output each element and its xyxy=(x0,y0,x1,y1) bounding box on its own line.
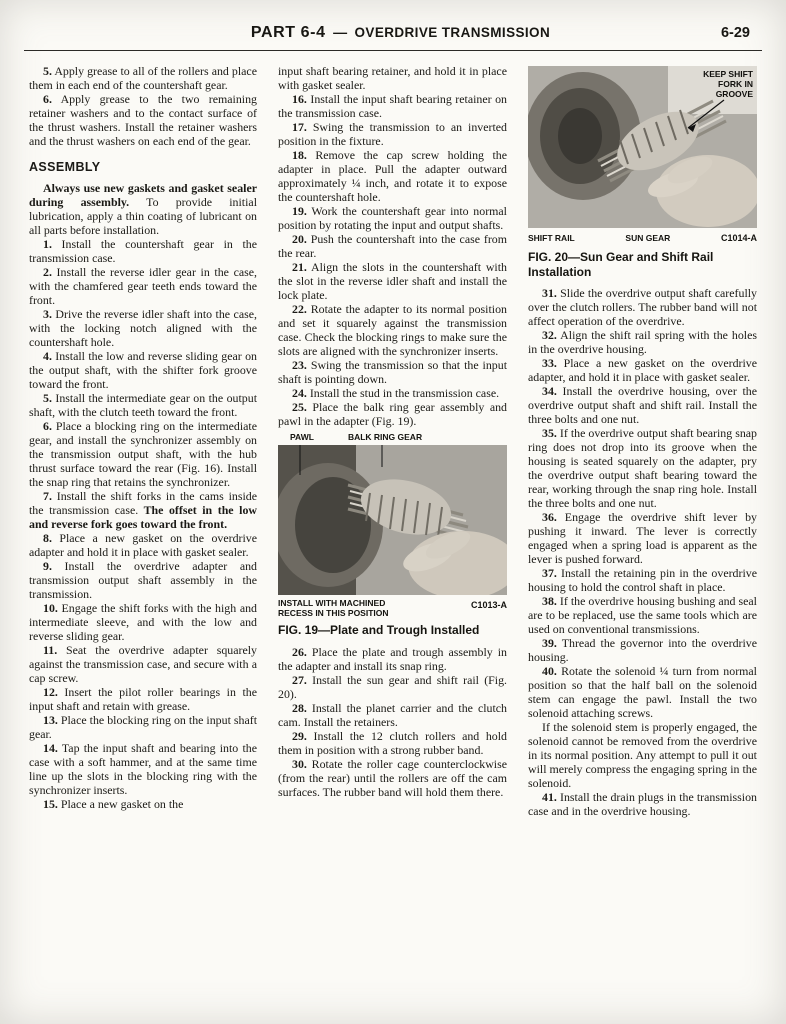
fig19-note-line1: INSTALL WITH MACHINED xyxy=(278,598,386,608)
step-paragraph-32: 32. Align the shift rail spring with the holes in the overdrive housing. xyxy=(528,328,757,356)
column-1 xyxy=(29,64,257,818)
step-paragraph-11: 11. Seat the overdrive adapter squarely against the transmission case, and secure with a cap screw. xyxy=(29,643,257,685)
step-number: 24. xyxy=(292,386,307,400)
step-paragraph-19: 19. Work the countershaft gear into normal position by rotating the input and output shafts. xyxy=(278,204,507,232)
step-paragraph-12: 12. Insert the pilot roller bearings in the input shaft and retain with grease. xyxy=(29,685,257,713)
step-paragraph-9: 9. Install the overdrive adapter and transmission output shaft assembly in the transmission. xyxy=(29,559,257,601)
step-number: 29. xyxy=(292,728,307,743)
step-paragraph-26: 26. Place the plate and trough assembly in the adapter and install its snap ring. xyxy=(278,644,507,673)
part-label: PART 6-4 xyxy=(250,24,326,41)
step-number: 28. xyxy=(292,700,307,715)
assembly-steps-16-25 xyxy=(278,64,507,428)
step-number: 36. xyxy=(542,510,557,524)
step-paragraph-7: 7. Install the shift forks in the cams inside the transmission case. The offset in the low and reverse fork goes toward the front. xyxy=(29,489,257,531)
step-paragraph-33: 33. Place a new gasket on the overdrive adapter, and hold it in place with gasket sealer. xyxy=(528,356,757,384)
step-number: 39. xyxy=(542,636,557,650)
step-bold-note: The offset in the low and reverse fork goes toward the front. xyxy=(29,503,257,531)
step-paragraph-34: 34. Install the overdrive housing, over the overdrive output shaft and shift rail. Install the three bolts and one nut. xyxy=(528,384,757,426)
fig20-callout-line1: KEEP SHIFT xyxy=(703,69,753,79)
step-number: 32. xyxy=(542,328,557,342)
figure-19 xyxy=(278,430,507,638)
step-paragraph-41: 41. Install the drain plugs in the transmission case and in the overdrive housing. xyxy=(528,790,757,818)
step-number: 5. xyxy=(43,64,52,78)
step-paragraph-40: 40. Rotate the solenoid ¼ turn from normal position so that the half ball on the solenoid stem can engage the pawl. Install the two solenoid attaching screws. xyxy=(528,664,757,720)
step-number: 10. xyxy=(43,601,58,615)
step-number: 37. xyxy=(542,566,557,580)
step-paragraph-27: 27. Install the sun gear and shift rail (Fig. 20). xyxy=(278,672,507,701)
step-number: 17. xyxy=(292,120,307,134)
step-paragraph-17: 17. Swing the transmission to an inverted position in the fixture. xyxy=(278,120,507,148)
step-paragraph-37: 37. Install the retaining pin in the overdrive housing to hold the control shaft in place. xyxy=(528,566,757,594)
step-number: 23. xyxy=(292,358,307,372)
header-dash: — xyxy=(333,24,348,40)
step-number: 9. xyxy=(43,559,52,573)
step-number: 13. xyxy=(43,713,58,727)
step-paragraph-39: 39. Thread the governor into the overdrive housing. xyxy=(528,636,757,664)
step-number: 11. xyxy=(43,643,58,657)
fig20-callout xyxy=(703,69,753,99)
step-paragraph-22: 22. Rotate the adapter to its normal position and set it squarely against the transmission case. Check the blocking rings to make sure the slots are aligned with the synchronizer inserts. xyxy=(278,302,507,358)
fig19-label-pawl: PAWL xyxy=(290,432,314,442)
step-paragraph-28: 28. Install the planet carrier and the clutch cam. Install the retainers. xyxy=(278,700,507,729)
step-paragraph-38: 38. If the overdrive housing bushing and seal are to be replaced, use the same tools which are used on conventional transmissions. xyxy=(528,594,757,636)
step-paragraph-21: 21. Align the slots in the countershaft with the slot in the reverse idler shaft and install the lock plate. xyxy=(278,260,507,302)
step-number: 18. xyxy=(292,148,307,162)
step-paragraph-3: 3. Drive the reverse idler shaft into the case, with the locking notch aligned with the countershaft hole. xyxy=(29,307,257,349)
fig20-caption: FIG. 20—Sun Gear and Shift Rail Installation xyxy=(528,250,714,279)
step-paragraph-2: 2. Install the reverse idler gear in the case, with the chamfered gear teeth ends toward the front. xyxy=(29,265,257,307)
step-number: 8. xyxy=(43,531,52,545)
step-paragraph-10: 10. Engage the shift forks with the high and intermediate sleeve, and with the low and reverse sliding gear. xyxy=(29,601,257,643)
step-number: 35. xyxy=(542,426,557,440)
step-number: 40. xyxy=(542,664,557,678)
step-number: 16. xyxy=(292,92,307,106)
page-number: 6-29 xyxy=(720,25,750,41)
body-paragraph: If the solenoid stem is properly engaged, the solenoid cannot be removed from the overdrive in its normal position. Any attempt to pull it out will merely compress the engaging spring in the solenoid. xyxy=(528,720,757,790)
intro-paragraph xyxy=(29,181,257,237)
step-number: 4. xyxy=(43,349,52,363)
steps-top xyxy=(29,64,257,148)
step-paragraph-13: 13. Place the blocking ring on the input shaft gear. xyxy=(29,713,257,741)
step-number: 6. xyxy=(43,419,52,433)
step-number: 30. xyxy=(292,756,307,771)
step-paragraph-36: 36. Engage the overdrive shift lever by pushing it inward. The lever is correctly engaged when a spring load is apparent as the lever is pushed forward. xyxy=(528,510,757,566)
step-paragraph-4: 4. Install the low and reverse sliding gear on the output shaft, with the shifter fork groove toward the front. xyxy=(29,349,257,391)
step-number: 12. xyxy=(43,685,58,699)
assembly-steps-26-30 xyxy=(278,645,507,799)
step-paragraph-6: 6. Place a blocking ring on the intermediate gear, and install the synchronizer assembly on the transmission output shaft, with the hub thrust surface toward the rear (Fig. 16). Install the snap ring that retains the synchronizer. xyxy=(29,419,257,489)
step-paragraph-18: 18. Remove the cap screw holding the adapter in place. Pull the adapter outward approximately ¼ inch, and rotate it to expose the countershaft hole. xyxy=(278,148,507,204)
step-paragraph-30: 30. Rotate the roller cage counterclockwise (from the rear) until the rollers are off the cam surfaces. The rubber band will hold them there. xyxy=(278,756,507,799)
step-number: 1. xyxy=(43,237,52,251)
header-title xyxy=(120,24,681,42)
step-number: 19. xyxy=(292,204,307,218)
fig19-label-balk-ring-gear: BALK RING GEAR xyxy=(347,432,423,442)
step-paragraph-15: 15. Place a new gasket on the xyxy=(43,797,184,811)
figure-20 xyxy=(528,66,757,279)
step-paragraph-25: 25. Place the balk ring gear assembly and pawl in the adapter (Fig. 19). xyxy=(278,400,507,428)
fig19-photo-art xyxy=(278,445,507,595)
page-header xyxy=(0,0,786,50)
column-3 xyxy=(528,64,757,818)
fig20-label-shift-rail: SHIFT RAIL xyxy=(528,233,575,243)
assembly-steps-1-15 xyxy=(29,237,257,811)
step-paragraph-5: 5. Install the intermediate gear on the output shaft, with the clutch teeth toward the front. xyxy=(29,391,257,419)
column-2 xyxy=(278,64,507,818)
step-paragraph-14: 14. Tap the input shaft and bearing into the case with a soft hammer, and at the same time line up the slots in the blocking ring with the synchronizer inserts. xyxy=(29,741,257,797)
fig19-note-line2: RECESS IN THIS POSITION xyxy=(278,608,389,618)
step-paragraph-6: 6. Apply grease to the two remaining retainer washers and to the contact surface of the thrust washers. Install the retainer washers and the thrust washers on each end of the gear. xyxy=(29,92,257,148)
step-number: 3. xyxy=(43,307,52,321)
fig19-top-labels xyxy=(278,430,507,444)
step-number: 22. xyxy=(292,302,307,316)
fig19-photo xyxy=(278,445,507,595)
step-number: 14. xyxy=(43,741,58,755)
intro-rest-text: To provide initial lubrication, apply a thin coating of lubricant on all parts before installation. xyxy=(29,195,257,237)
fig20-callout-line3: GROOVE xyxy=(715,89,753,99)
step-paragraph-24: 24. Install the stud in the transmission case. xyxy=(292,386,500,400)
fig19-bottom-labels xyxy=(278,598,507,618)
step-number: 7. xyxy=(43,489,52,503)
step-paragraph-35: 35. If the overdrive output shaft bearing snap ring does not drop into its groove when the housing is seated squarely on the adapter, pry the overdrive output shaft bearing toward the rear, working through the snap ring hole. Install the three bolts and one nut. xyxy=(528,426,757,510)
step-number: 26. xyxy=(292,644,307,659)
step-paragraph-1: 1. Install the countershaft gear in the transmission case. xyxy=(29,237,257,265)
assembly-heading: ASSEMBLY xyxy=(29,160,101,174)
body-paragraph: input shaft bearing retainer, and hold it in place with gasket sealer. xyxy=(278,64,507,92)
step-number: 20. xyxy=(292,232,307,246)
step-number: 41. xyxy=(542,790,557,804)
step-number: 38. xyxy=(542,594,557,608)
step-number: 33. xyxy=(542,356,557,370)
step-number: 25. xyxy=(292,400,307,414)
fig19-caption: FIG. 19—Plate and Trough Installed xyxy=(278,623,480,637)
intro-bold-text: Always use new gaskets and gasket sealer during assembly. xyxy=(29,181,257,209)
fig19-photo-id: C1013-A xyxy=(470,600,507,610)
fig20-photo-id: C1014-A xyxy=(720,233,757,243)
step-number: 5. xyxy=(43,391,52,405)
step-paragraph-31: 31. Slide the overdrive output shaft carefully over the clutch rollers. The rubber band will not affect operation of the overdrive. xyxy=(528,286,757,328)
step-paragraph-20: 20. Push the countershaft into the case from the rear. xyxy=(278,232,507,260)
step-paragraph-8: 8. Place a new gasket on the overdrive adapter and hold it in place with gasket sealer. xyxy=(29,531,257,559)
fig20-photo xyxy=(528,66,757,228)
step-paragraph-29: 29. Install the 12 clutch rollers and hold them in position with a strong rubber band. xyxy=(278,728,507,757)
step-number: 31. xyxy=(542,286,557,300)
step-paragraph-16: 16. Install the input shaft bearing retainer on the transmission case. xyxy=(278,92,507,120)
step-number: 27. xyxy=(292,672,307,687)
fig20-bottom-labels xyxy=(528,231,757,245)
step-paragraph-5: 5. Apply grease to all of the rollers and place them in each end of the countershaft gear. xyxy=(29,64,257,92)
step-number: 34. xyxy=(542,384,557,398)
fig20-callout-line2: FORK IN xyxy=(718,79,753,89)
header-topic: OVERDRIVE TRANSMISSION xyxy=(354,25,551,40)
step-number: 21. xyxy=(292,260,307,274)
step-paragraph-23: 23. Swing the transmission so that the input shaft is pointing down. xyxy=(278,358,507,386)
step-number: 6. xyxy=(43,92,52,106)
content-columns xyxy=(0,51,786,818)
assembly-steps-31-41 xyxy=(528,286,757,818)
step-number: 15. xyxy=(43,797,58,811)
fig19-install-note xyxy=(278,598,389,618)
fig20-label-sun-gear: SUN GEAR xyxy=(625,233,671,243)
step-number: 2. xyxy=(43,265,52,279)
